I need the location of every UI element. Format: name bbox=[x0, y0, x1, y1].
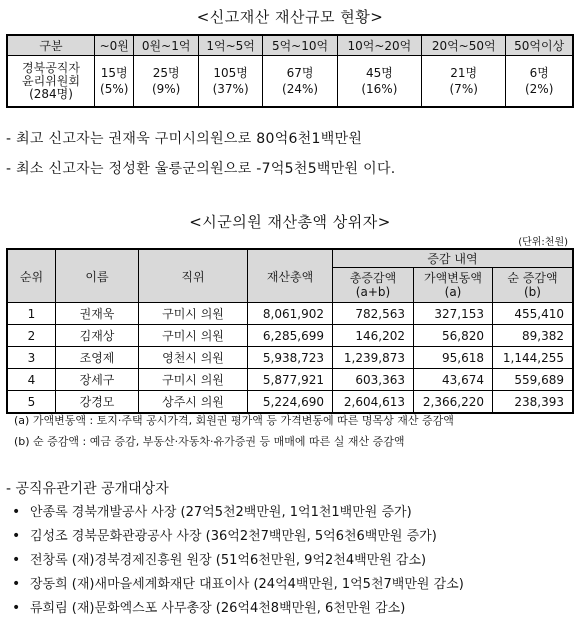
price-change-cell: 43,674 bbox=[414, 369, 493, 391]
footnote-a: (a) 가액변동액 : 토지·주택 공시가격, 회원권 평가액 등 가격변동에 따른 명목상 재산 증감액 bbox=[14, 414, 454, 427]
table-header-row bbox=[7, 35, 573, 56]
count-value: 105명 bbox=[213, 66, 248, 80]
official-text: 전창록 (재)경북경제진흥원 원장 (51억6천만원, 9억2천4백만원 감소) bbox=[30, 553, 427, 568]
total-cell: 5,877,921 bbox=[248, 369, 333, 391]
unit-label: (단위:천원) bbox=[518, 237, 568, 248]
table-header-row bbox=[7, 249, 573, 268]
change-total-cell: 1,239,873 bbox=[333, 347, 414, 369]
official-text: 장동희 (재)새마을세계화재단 대표이사 (24억4백만원, 1억5천7백만원 감소) bbox=[30, 577, 464, 592]
top-council-table bbox=[6, 248, 574, 414]
percent-value: (16%) bbox=[361, 82, 398, 96]
column-header-change-group: 증감 내역 bbox=[333, 249, 574, 268]
count-value: 6명 bbox=[529, 66, 549, 80]
header-line: 총증감액 bbox=[349, 271, 397, 285]
official-text: 김성조 경북문화관광공사 사장 (36억2천7백만원, 5억6천6백만원 증가) bbox=[30, 529, 437, 544]
row-label bbox=[7, 56, 95, 108]
row-label-line: 경북공직자 bbox=[22, 60, 80, 75]
name-cell: 장세구 bbox=[56, 369, 139, 391]
row-label-line: (284명) bbox=[29, 86, 73, 101]
count-value: 67명 bbox=[286, 66, 314, 80]
column-header: 20억~50억 bbox=[422, 35, 506, 56]
official-text: 안종록 경북개발공사 사장 (27억5천2백만원, 1억1천1백만원 증가) bbox=[30, 505, 412, 520]
price-change-cell: 56,820 bbox=[414, 325, 493, 347]
net-change-cell: 89,382 bbox=[493, 325, 574, 347]
net-change-cell: 1,144,255 bbox=[493, 347, 574, 369]
percent-value: (7%) bbox=[449, 82, 478, 96]
table-cell bbox=[422, 56, 506, 108]
table-row bbox=[7, 325, 573, 347]
position-cell: 구미시 의원 bbox=[139, 325, 248, 347]
bullet-dot-icon: • bbox=[12, 600, 21, 616]
change-total-cell: 782,563 bbox=[333, 303, 414, 325]
change-total-cell: 2,604,613 bbox=[333, 391, 414, 414]
list-item bbox=[12, 596, 464, 620]
total-cell: 6,285,699 bbox=[248, 325, 333, 347]
column-header-rank: 순위 bbox=[7, 249, 56, 303]
table-row bbox=[7, 391, 573, 414]
count-value: 15명 bbox=[100, 66, 128, 80]
row-label-line: 윤리위원회 bbox=[22, 73, 80, 88]
footnote-b: (b) 순 증감액 : 예금 증감, 부동산·자동차·유가증권 등 매매에 따른 실 재산 증감액 bbox=[14, 435, 405, 448]
table-cell bbox=[263, 56, 337, 108]
property-scale-table bbox=[6, 34, 574, 108]
section-title-public-officials: - 공직유관기관 공개대상자 bbox=[6, 481, 169, 497]
column-header-net-change bbox=[493, 268, 574, 303]
list-item bbox=[12, 548, 464, 572]
price-change-cell: 327,153 bbox=[414, 303, 493, 325]
bullet-dot-icon: • bbox=[12, 504, 21, 520]
net-change-cell: 455,410 bbox=[493, 303, 574, 325]
table-row bbox=[7, 56, 573, 108]
percent-value: (24%) bbox=[282, 82, 319, 96]
section-title-property-scale: <신고재산 재산규모 현황> bbox=[196, 8, 384, 26]
name-cell: 강경모 bbox=[56, 391, 139, 414]
list-item bbox=[12, 572, 464, 596]
total-cell: 5,224,690 bbox=[248, 391, 333, 414]
column-header-change-total bbox=[333, 268, 414, 303]
column-header: 5억~10억 bbox=[263, 35, 337, 56]
net-change-cell: 238,393 bbox=[514, 394, 564, 409]
column-header-price-change bbox=[414, 268, 493, 303]
count-value: 25명 bbox=[152, 66, 180, 80]
bullet-dot-icon: • bbox=[12, 528, 21, 544]
table-cell bbox=[337, 56, 421, 108]
table-row bbox=[7, 347, 573, 369]
price-change-cell: 95,618 bbox=[414, 347, 493, 369]
name-cell: 조영제 bbox=[56, 347, 139, 369]
rank-cell: 5 bbox=[7, 391, 56, 414]
total-cell: 5,938,723 bbox=[248, 347, 333, 369]
table-row bbox=[7, 369, 573, 391]
name-cell: 김재상 bbox=[56, 325, 139, 347]
column-header-name: 이름 bbox=[56, 249, 139, 303]
change-total-cell: 603,363 bbox=[333, 369, 414, 391]
header-line: 가액변동액 bbox=[424, 271, 482, 285]
total-cell: 8,061,902 bbox=[248, 303, 333, 325]
column-header-total: 재산총액 bbox=[248, 249, 333, 303]
rank-cell: 4 bbox=[7, 369, 56, 391]
official-text: 류희림 (재)문화엑스포 사무총장 (26억4천8백만원, 6천만원 감소) bbox=[30, 601, 406, 616]
bullet-dot-icon: • bbox=[12, 552, 21, 568]
section-title-top-council: <시군의원 재산총액 상위자> bbox=[189, 213, 391, 231]
change-total-cell: 146,202 bbox=[333, 325, 414, 347]
table-row bbox=[7, 303, 573, 325]
price-change-cell: 2,366,220 bbox=[414, 391, 493, 414]
column-header: 1억~5억 bbox=[198, 35, 262, 56]
count-value: 21명 bbox=[450, 66, 478, 80]
name-cell: 권재욱 bbox=[56, 303, 139, 325]
header-line: 순 증감액 bbox=[507, 271, 558, 285]
percent-value: (9%) bbox=[151, 82, 181, 96]
position-cell: 구미시 의원 bbox=[139, 303, 248, 325]
header-line: (b) bbox=[524, 285, 541, 299]
column-header: 구분 bbox=[7, 35, 95, 56]
rank-cell: 2 bbox=[7, 325, 56, 347]
percent-value: (37%) bbox=[212, 82, 249, 96]
highest-reporter-text: - 최고 신고자는 권재욱 구미시의원으로 80억6천1백만원 bbox=[6, 131, 363, 147]
position-cell: 영천시 의원 bbox=[139, 347, 248, 369]
table-cell bbox=[198, 56, 262, 108]
column-header: 0원~1억 bbox=[134, 35, 198, 56]
table-cell bbox=[95, 56, 134, 108]
table-cell bbox=[506, 56, 573, 108]
header-line: (a) bbox=[444, 285, 462, 299]
list-item bbox=[12, 524, 464, 548]
header-line: (a+b) bbox=[355, 285, 391, 299]
net-change-cell: 559,689 bbox=[493, 369, 574, 391]
position-cell: 상주시 의원 bbox=[139, 391, 248, 414]
list-item bbox=[12, 500, 464, 524]
position-cell: 구미시 의원 bbox=[139, 369, 248, 391]
officials-list bbox=[12, 500, 464, 620]
percent-value: (2%) bbox=[524, 82, 554, 96]
bullet-dot-icon: • bbox=[12, 576, 21, 592]
lowest-reporter-text: - 최소 신고자는 정성환 울릉군의원으로 -7억5천5백만원 이다. bbox=[6, 161, 396, 177]
column-header: ~0원 bbox=[95, 35, 134, 56]
column-header: 10억~20억 bbox=[337, 35, 421, 56]
percent-value: (5%) bbox=[100, 82, 129, 96]
count-value: 45명 bbox=[365, 66, 393, 80]
column-header: 50억이상 bbox=[506, 35, 573, 56]
column-header-position: 직위 bbox=[139, 249, 248, 303]
rank-cell: 1 bbox=[7, 303, 56, 325]
table-cell bbox=[134, 56, 198, 108]
rank-cell: 3 bbox=[7, 347, 56, 369]
